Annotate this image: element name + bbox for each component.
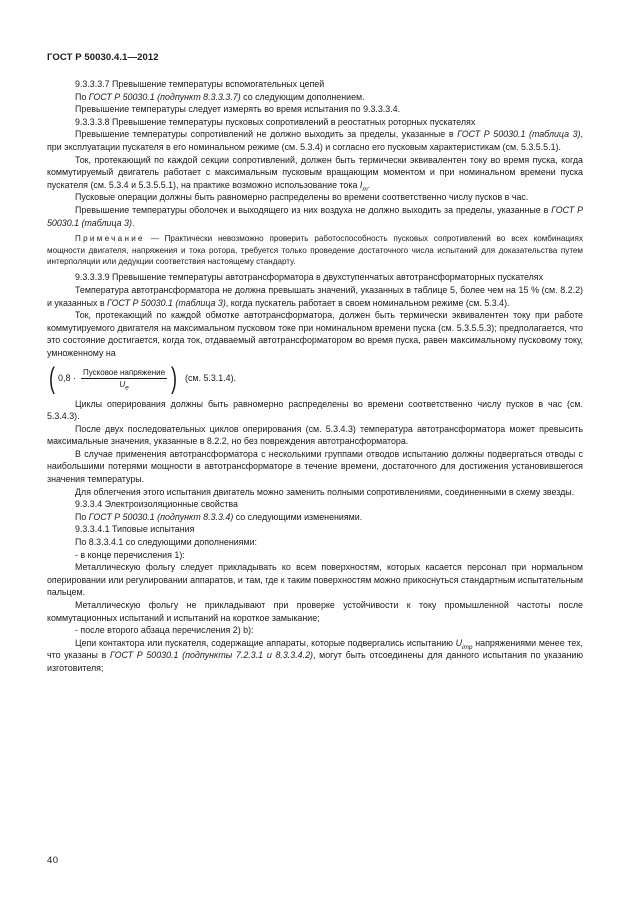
document-header: ГОСТ Р 50030.4.1—2012 [47,52,159,63]
paragraph: По ГОСТ Р 50030.1 (подпункт 8.3.3.4) со следующими изменениями. [75,511,363,522]
clause-9-3-3-3-9-title: 9.3.3.3.9 Превышение температуры автотрансформатора в двухступенчатых автотрансформаторных пускателях [75,272,544,283]
list-item: - в конце перечисления 1): [75,549,185,560]
note: Примечание — Практически невозможно проверить работоспособность пусковых сопротивлений во всех комбинациях мощности двигателя, напряжения и тока ротора, требуется только проведение достаточного числа испытаний для доказательства путем интерполяции или дедукции соответствия настоящему стандарту. [47,234,583,266]
paragraph: Ток, протекающий по каждой обмотке автотрансформатора, должен быть термически эквивалентен току при работе коммутируемого двигателя на максимальном пусковом токе при номинальном времени пуска (см. 5.3.5.5.3); предполагается, что это состояние достигается, когда ток, отдаваемый автотрансформатором во время пуска, равен максимальному пусковому току, умноженному на [47,310,583,358]
fraction-denominator: $U_e$ [119,379,129,392]
paragraph: По 8.3.3.4.1 со следующими дополнениями: [75,537,258,548]
paragraph: После двух последовательных циклов оперирования (см. 5.3.4.3) температура автотрансформатора может превысить максимальные значения, указанные в 8.2.2, но без повреждения автотрансформатора. [47,423,583,447]
standard-reference: ГОСТ Р 50030.1 (подпункт 8.3.3.4) [88,511,234,522]
formula-reference: (см. 5.3.1.4). [185,373,237,384]
standard-reference: ГОСТ Р 50030.1 (подпункты 7.2.3.1 и 8.3.3.4.2) [110,650,313,661]
clause-9-3-3-4-1-title: 9.3.3.4.1 Типовые испытания [75,524,195,535]
list-item: - после второго абзаца перечисления 2) b): [75,625,254,636]
right-paren: ) [171,361,178,395]
fraction-numerator: Пусковое напряжение [83,367,166,377]
clause-9-3-3-3-8-title: 9.3.3.3.8 Превышение температуры пусковых сопротивлений в реостатных роторных пускателях [75,116,476,127]
paragraph: Циклы оперирования должны быть равномерно распределены во времени соответственно числу пусков в час (см. 5.3.4.3). [47,398,583,422]
clause-9-3-3-4-title: 9.3.3.4 Электроизоляционные свойства [75,499,238,510]
paragraph: Превышение температуры оболочек и выходящего из них воздуха не должно выходить за пределы, указанные в ГОСТ Р 50030.1 (таблица 3). [47,204,583,228]
standard-reference: ГОСТ Р 50030.1 (подпункт 8.3.3.3.7) [88,91,241,102]
page-body [47,78,583,675]
paragraph: Пусковые операции должны быть равномерно распределены во времени соответственно числу пусков в час. [75,192,529,203]
fraction [81,368,167,390]
standard-reference: ГОСТ Р 50030.1 (таблица 3) [47,204,583,228]
paragraph: В случае применения автотрансформатора с несколькими группами отводов испытанию должны подвергаться отводы с наибольшими потерями мощности в автотрансформаторе в течение времени, достаточного для достижения установившегося значения температуры. [47,448,583,485]
standard-reference: ГОСТ Р 50030.1 (таблица 3) [457,129,581,140]
paragraph: Металлическую фольгу следует прикладывать ко всем поверхностям, которых касается персонал при нормальном оперировании или регулировании аппаратов, и там, где к таким поверхностям можно прикоснуться стандартным испытательным пальцем. [47,562,583,598]
paragraph: Превышение температуры сопротивлений не должно выходить за пределы, указанные в ГОСТ Р 50030.1 (таблица 3), при эксплуатации пускателя в его номинальном режиме (см. 5.3.4) и согласно его пусковым характеристикам (см. 5.3.5.5.1). [47,129,583,152]
left-paren: ( [49,361,55,395]
paragraph: Ток, протекающий по каждой секции сопротивлений, должен быть термически эквивалентен току во время пуска, когда коммутируемый двигатель работает с максимальным пусковым вращающим моментом и при номинальном времени пуска пускателя (см. 5.3.4 и 5.3.5.5.1), на практике возможно использование тока $I_m$. [47,154,583,193]
paragraph: Металлическую фольгу не прикладывают при проверке устойчивости к току промышленной частоты после коммутационных испытаний и испытаний на короткое замыкание; [47,600,583,623]
paragraph: Для облегчения этого испытания двигатель можно заменить полными сопротивлениями, соединенными в схему звезды. [75,486,575,497]
paragraph: Превышение температуры следует измерять во время испытания по 9.3.3.3.4. [75,104,401,115]
standard-reference: ГОСТ Р 50030.1 (таблица 3) [107,297,226,308]
note-label: Примечание [75,234,145,244]
paragraph: Цепи контактора или пускателя, содержащие аппараты, которые подвергались испытанию $U_{imp}$ напряжениями менее тех, что указаны в ГОСТ Р 50030.1 (подпункты 7.2.3.1 и 8.3.3.4.2), могут быть отсоединены для данного испытания по указанию изготовителя; [47,637,583,673]
formula-coefficient: 0,8 · [58,373,77,384]
page-number: 40 [47,855,59,866]
paragraph: По ГОСТ Р 50030.1 (подпункт 8.3.3.3.7) со следующим дополнением. [75,91,365,102]
paragraph: Температура автотрансформатора не должна превышать значений, указанных в таблице 5, более чем на 15 % (см. 8.2.2) и указанных в ГОСТ Р 50030.1 (таблица 3), когда пускатель работает в своем номинальном режиме (см. 5.3.4). [47,284,583,308]
formula [47,362,583,396]
clause-9-3-3-3-7-title: 9.3.3.3.7 Превышение температуры вспомогательных цепей [75,79,325,89]
